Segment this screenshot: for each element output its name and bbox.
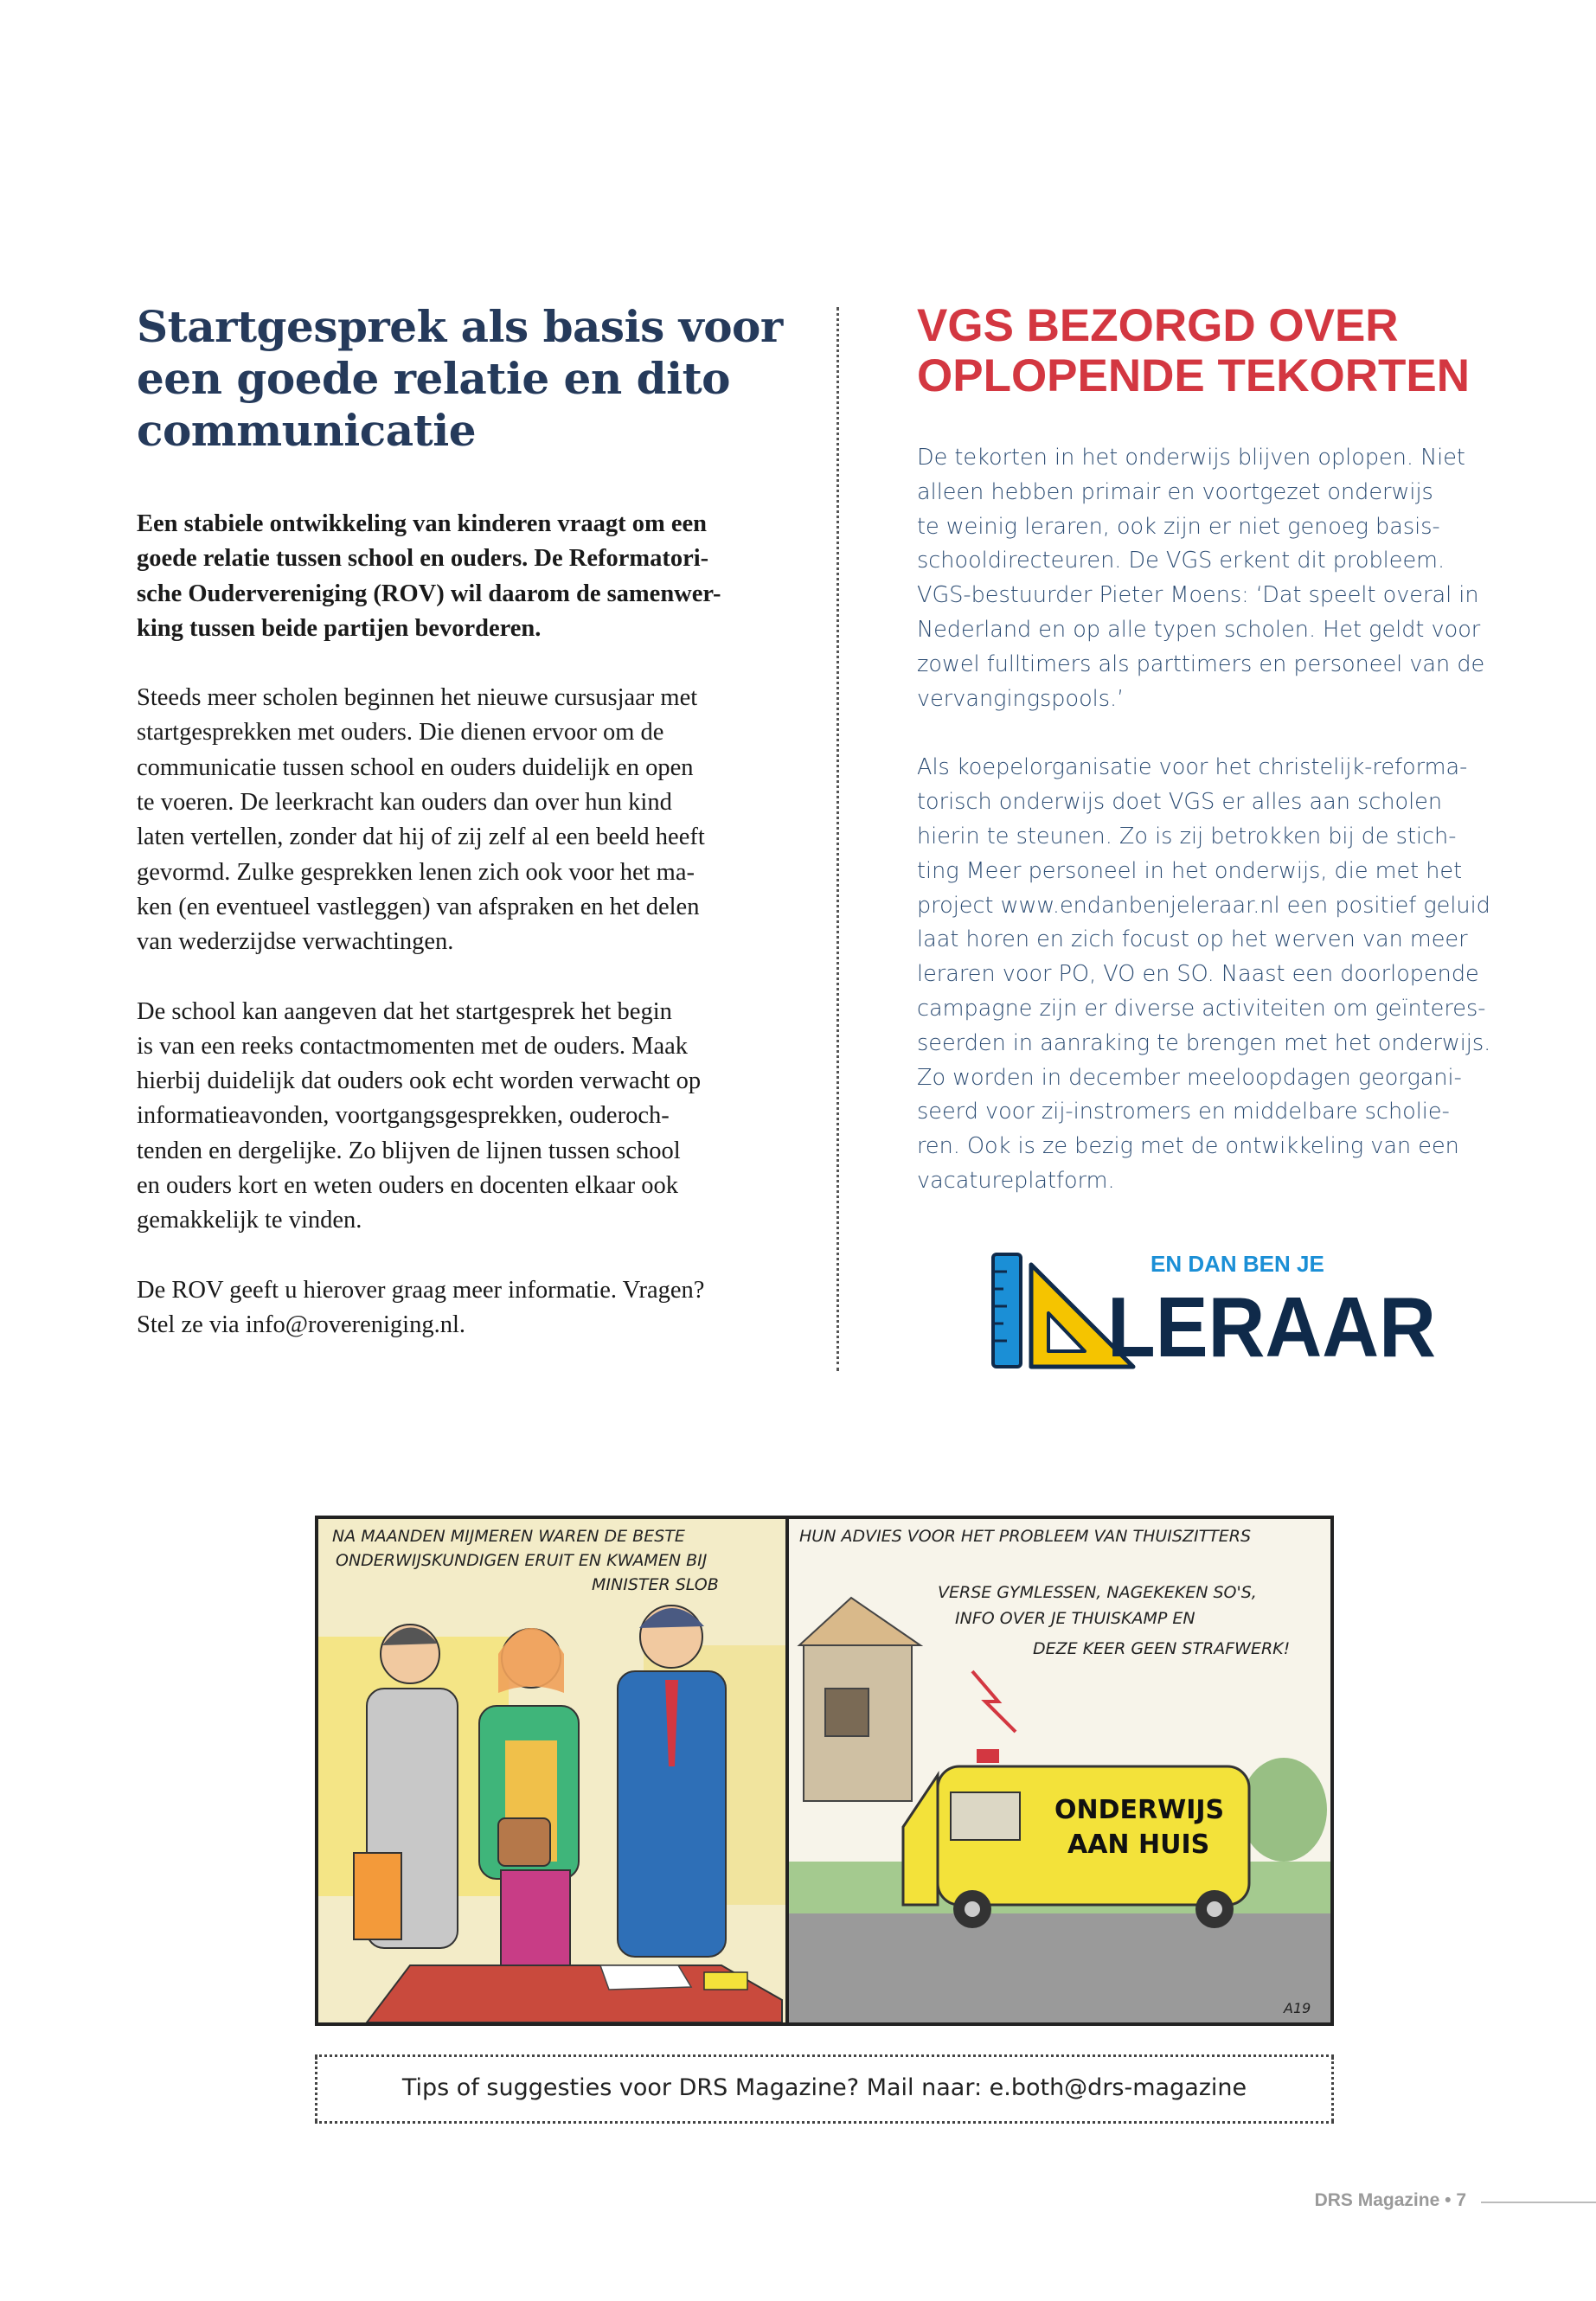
text-line: gevormd. Zulke gesprekken lenen zich ook voor het ma- [137, 858, 695, 886]
speech-line: INFO OVER JE THUISKAMP EN [955, 1609, 1195, 1628]
text-line: sche Oudervereniging (ROV) wil daarom de samenwer- [137, 580, 721, 607]
text-line: ren. Ook is ze bezig met de ontwikkeling van een [917, 1133, 1459, 1160]
page-footer [1315, 2190, 1466, 2211]
text-line: is van een reeks contactmomenten met de ouders. Maak [137, 1032, 689, 1060]
text-line: Zo worden in december meeloopdagen georgani- [917, 1064, 1462, 1091]
text-line: campagne zijn er diverse activiteiten om geïnteres- [917, 995, 1486, 1022]
text-line: Een stabiele ontwikkeling van kinderen vraagt om een [137, 510, 707, 537]
speech-line: VERSE GYMLESSEN, NAGEKEKEN SO'S, [938, 1583, 1257, 1602]
speech-line: DEZE KEER GEEN STRAFWERK! [1033, 1639, 1291, 1658]
text-line: alleen hebben primair en voortgezet onderwijs [917, 478, 1433, 505]
text-line: seerd voor zij-instromers en middelbare scholie- [917, 1099, 1450, 1125]
column-divider [836, 307, 839, 1371]
left-article-title [137, 301, 794, 457]
text-line: torisch onderwijs doet VGS er alles aan scholen [917, 789, 1443, 816]
text-line: tenden en dergelijke. Zo blijven de lijnen tussen school [137, 1137, 681, 1164]
text-line: king tussen beide partijen bevorderen. [137, 614, 542, 642]
text-line: gemakkelijk te vinden. [137, 1207, 362, 1234]
footer-rule [1481, 2202, 1596, 2203]
left-paragraph-2 [137, 995, 794, 1239]
text-line: ting Meer personeel in het onderwijs, die met het [917, 857, 1463, 884]
cartoon-strip [315, 1516, 1334, 2026]
text-line: vacatureplatform. [917, 1167, 1115, 1194]
footer-bullet: • [1445, 2190, 1452, 2210]
text-line: De school kan aangeven dat het startgesprek het begin [137, 997, 672, 1025]
logo-top-text: EN DAN BEN JE [1151, 1251, 1324, 1277]
left-article-body [137, 507, 794, 1377]
right-paragraph-1 [917, 441, 1540, 716]
text-line: communicatie tussen school en ouders duidelijk en open [137, 753, 694, 781]
van-text-line: ONDERWIJS [1054, 1795, 1225, 1825]
text-line: vervangingspools.’ [917, 685, 1125, 712]
right-title-line: OPLOPENDE TEKORTEN [917, 350, 1471, 401]
logo-main-text: LERAAR [1107, 1279, 1436, 1375]
text-line: zowel fulltimers als parttimers en personeel van de [917, 651, 1485, 677]
text-line: seerden in aanraking te brengen met het onderwijs. [917, 1029, 1491, 1056]
left-title-line: Startgesprek als basis voor [137, 301, 783, 352]
right-article-body [917, 441, 1540, 1234]
text-line: van wederzijdse verwachtingen. [137, 928, 454, 956]
text-line: VGS-bestuurder Pieter Moens: ‘Dat speelt overal in [917, 582, 1479, 609]
left-paragraph-3 [137, 1273, 794, 1343]
text-line: startgesprekken met ouders. Die dienen ervoor om de [137, 719, 664, 747]
text-line: te voeren. De leerkracht kan ouders dan over hun kind [137, 789, 672, 817]
text-line: en ouders kort en weten ouders en docenten elkaar ook [137, 1172, 678, 1200]
panel-1-caption-line: ONDERWIJSKUNDIGEN ERUIT EN KWAMEN BIJ [336, 1551, 708, 1570]
text-line: Als koepelorganisatie voor het christelijk-reforma- [917, 754, 1468, 781]
panel-2-caption: HUN ADVIES VOOR HET PROBLEEM VAN THUISZITTERS [799, 1527, 1252, 1546]
text-line: schooldirecteuren. De VGS erkent dit probleem. [917, 548, 1445, 574]
left-paragraph-1 [137, 681, 794, 959]
text-line: project www.endanbenjeleraar.nl een positief geluid [917, 892, 1490, 919]
cartoon-graphic [315, 1516, 1334, 2026]
panel-1-caption-line: MINISTER SLOB [592, 1575, 719, 1594]
left-title-line: communicatie [137, 405, 477, 456]
panel-1-caption-line: NA MAANDEN MIJMEREN WAREN DE BESTE [332, 1527, 685, 1546]
text-line: Stel ze via info@rovereniging.nl. [137, 1311, 466, 1338]
text-line: te weinig leraren, ook zijn er niet genoeg basis- [917, 513, 1440, 540]
left-intro [137, 507, 794, 646]
text-line: goede relatie tussen school en ouders. De Reformatori- [137, 545, 709, 573]
left-title-line: een goede relatie en dito [137, 353, 731, 404]
en-dan-ben-je-leraar-logo [986, 1246, 1445, 1375]
text-line: hierbij duidelijk dat ouders ook echt worden verwacht op [137, 1067, 702, 1095]
text-line: ken (en eventueel vastleggen) van afspraken en het delen [137, 893, 700, 920]
right-title-line: VGS BEZORGD OVER [917, 300, 1399, 351]
road [789, 1913, 1330, 2022]
tips-text: Tips of suggesties voor DRS Magazine? Mail naar: e.both@drs-magazine [401, 2074, 1247, 2101]
text-line: De tekorten in het onderwijs blijven oplopen. Niet [917, 445, 1465, 471]
tips-box [315, 2054, 1334, 2124]
page-number: 7 [1456, 2190, 1466, 2210]
text-line: De ROV geeft u hierover graag meer informatie. Vragen? [137, 1276, 705, 1304]
text-line: leraren voor PO, VO en SO. Naast een doorlopende [917, 961, 1479, 988]
right-article-title [917, 301, 1540, 401]
van-text-line: AAN HUIS [1067, 1830, 1210, 1860]
text-line: laat horen en zich focust op het werven van meer [917, 926, 1468, 953]
footer-magazine-name: DRS Magazine [1314, 2190, 1440, 2210]
text-line: Nederland en op alle typen scholen. Het geldt voor [917, 616, 1481, 643]
cartoon-signature: A19 [1284, 2000, 1311, 2016]
text-line: Steeds meer scholen beginnen het nieuwe cursusjaar met [137, 684, 698, 712]
logo-graphic [986, 1246, 1445, 1375]
text-line: informatieavonden, voortgangsgesprekken, ouderoch- [137, 1102, 670, 1130]
right-paragraph-2 [917, 751, 1540, 1198]
text-line: laten vertellen, zonder dat hij of zij zelf al een beeld heeft [137, 824, 705, 851]
text-line: hierin te steunen. Zo is zij betrokken bij de stich- [917, 823, 1457, 849]
